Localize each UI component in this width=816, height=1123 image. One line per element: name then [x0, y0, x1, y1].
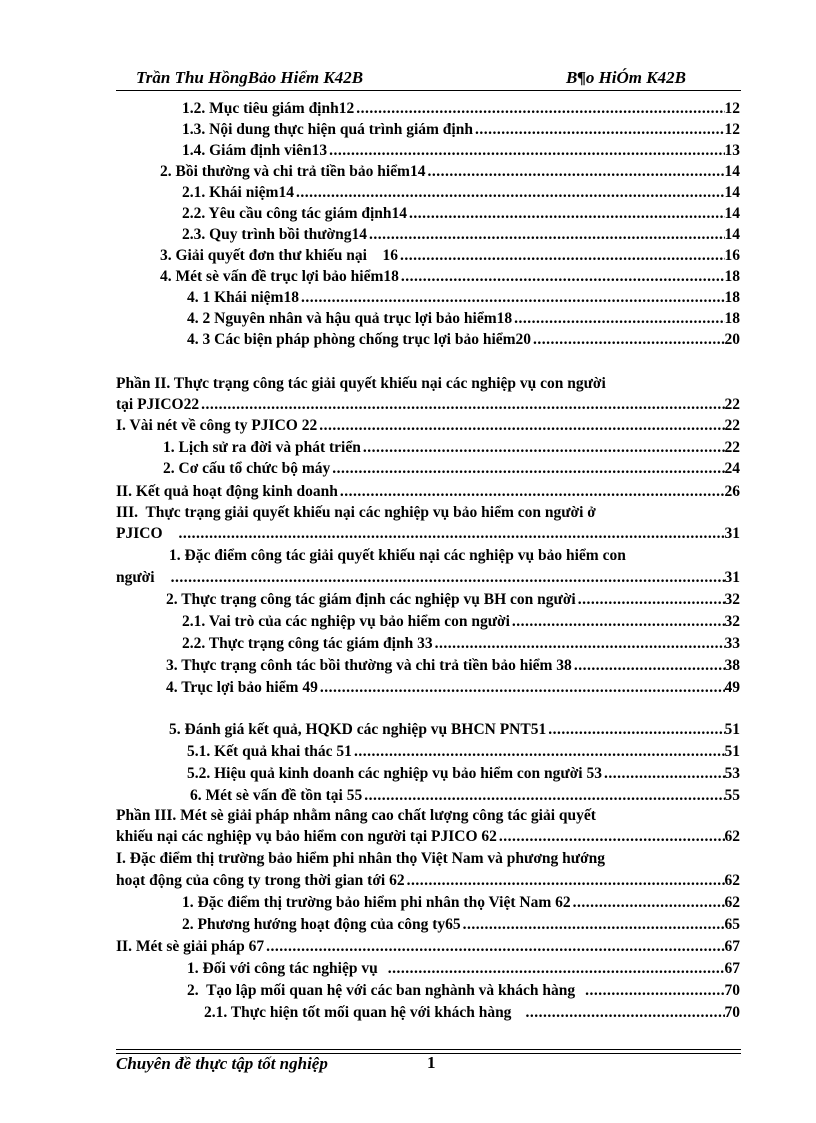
toc-entry-text: tại PJICO22	[116, 396, 200, 413]
toc-entry-page: 51	[724, 721, 740, 738]
toc-entry	[116, 826, 740, 847]
toc-entry-page: 12	[724, 121, 740, 138]
toc-entry-text: 4. 1 Khái niệm18	[187, 289, 299, 306]
toc-entry	[204, 1002, 740, 1023]
toc-entry	[182, 98, 740, 119]
toc-entry	[116, 481, 740, 502]
toc-entry-text: 2. Cơ cấu tổ chức bộ máy	[163, 460, 331, 477]
toc-entry-page: 67	[724, 960, 740, 977]
toc-entry	[187, 329, 740, 350]
toc-entry-text: 2. Phương hướng hoạt động của công ty65	[182, 916, 461, 933]
toc-entry-text: 2. Thực trạng công tác giám định các nghiệp vụ BH con người	[166, 591, 576, 608]
toc-entry-text: 2.2. Yêu cầu công tác giám định14	[182, 205, 408, 222]
toc-entry-page: 65	[724, 916, 740, 933]
toc-entry-text: 5.2. Hiệu quả kinh doanh các nghiệp vụ bảo hiểm con người 53	[187, 765, 602, 782]
toc-entry-text: 1.2. Mục tiêu giám định12	[182, 100, 355, 117]
toc-entry-page: 70	[724, 1004, 740, 1021]
toc-entry-text: 2.1. Vai trò của các nghiệp vụ bảo hiểm con người	[182, 613, 510, 630]
toc-entry-page: 20	[724, 331, 740, 348]
toc-entry-text: 4. 2 Nguyên nhân và hậu quả trục lợi bảo hiểm18	[187, 310, 513, 327]
toc-entry-text: 4. Mét sè vấn đề trục lợi bảo hiểm18	[160, 268, 399, 285]
toc-heading: III. Thực trạng giải quyết khiếu nại các nghiệp vụ bảo hiểm con người ở	[116, 504, 596, 521]
toc-entry-page: 62	[724, 872, 740, 889]
toc-entry-page: 13	[724, 142, 740, 159]
toc-entry-text: hoạt động của công ty trong thời gian tới 62	[116, 872, 405, 889]
toc-entry	[160, 266, 740, 287]
toc-entry	[166, 655, 740, 676]
toc-entry-page: 31	[724, 525, 740, 542]
toc-entry	[182, 914, 740, 935]
toc-entry	[166, 589, 740, 610]
toc-entry-text: I. Vài nét về công ty PJICO 22	[116, 417, 318, 434]
toc-heading: Phần III. Mét sè giải pháp nhằm nâng cao chất lượng công tác giải quyết	[116, 807, 596, 824]
toc-entry	[182, 140, 740, 161]
toc-entry	[182, 633, 740, 654]
header-left-text: Trần Thu HồngBảo Hiểm K42B	[136, 68, 364, 87]
toc-entry-text: người	[116, 569, 155, 586]
toc-entry	[182, 182, 740, 203]
toc-entry	[187, 308, 740, 329]
toc-entry	[187, 741, 740, 762]
toc-entry-page: 14	[724, 205, 740, 222]
toc-entry-page: 18	[724, 310, 740, 327]
toc-entry-text: 2.1. Khái niệm14	[182, 184, 294, 201]
toc-entry-page: 14	[724, 184, 740, 201]
toc-entry-page: 32	[724, 613, 740, 630]
toc-entry-text: 4. Trục lợi bảo hiểm 49	[166, 679, 318, 696]
toc-entry	[182, 611, 740, 632]
toc-entry-page: 12	[724, 100, 740, 117]
toc-entry-page: 22	[724, 396, 740, 413]
toc-entry-text: 2.3. Quy trình bồi thường14	[182, 226, 367, 243]
toc-entry-text: II. Mét sè giải pháp 67	[116, 938, 265, 955]
page-header	[116, 68, 741, 91]
toc-entry-text: 3. Thực trạng cônh tác bồi thường và chi trả tiền bảo hiểm 38	[166, 657, 572, 674]
toc-entry-text: 1. Đối với công tác nghiệp vụ	[187, 960, 378, 977]
toc-entry-page: 22	[724, 439, 740, 456]
toc-entry	[160, 161, 740, 182]
toc-entry-page: 67	[724, 938, 740, 955]
toc-entry-text: 2. Tạo lập mối quan hệ với các ban nghành và khách hàng	[187, 982, 576, 999]
toc-entry	[182, 224, 740, 245]
toc-entry-page: 31	[724, 569, 740, 586]
toc-entry-page: 62	[724, 894, 740, 911]
toc-entry	[187, 980, 740, 1001]
toc-entry-page: 70	[724, 982, 740, 999]
toc-entry-text: 1. Đặc điểm thị trường bảo hiểm phi nhân thọ Việt Nam 62	[182, 894, 571, 911]
toc-entry-page: 53	[724, 765, 740, 782]
toc-entry-page: 32	[724, 591, 740, 608]
toc-entry	[166, 677, 740, 698]
toc-entry-text: 2. Bồi thường và chi trả tiền bảo hiểm14	[160, 163, 426, 180]
toc-entry-text: 3. Giải quyết đơn thư khiếu nại 16	[160, 247, 398, 264]
toc-entry-page: 38	[724, 657, 740, 674]
toc-entry	[187, 287, 740, 308]
toc-entry	[190, 785, 740, 806]
toc-entry-text: khiếu nại các nghiệp vụ bảo hiểm con người tại PJICO 62	[116, 828, 497, 845]
toc-entry	[116, 936, 740, 957]
toc-entry	[187, 958, 740, 979]
toc-entry-text: 4. 3 Các biện pháp phòng chống trục lợi bảo hiểm20	[187, 331, 532, 348]
footer-title: Chuyên đề thực tập tốt nghiệp	[116, 1054, 328, 1073]
toc-entry-text: 1.4. Giám định viên13	[182, 142, 328, 159]
toc-entry	[116, 870, 740, 891]
toc-entry-text: 5.1. Kết quả khai thác 51	[187, 743, 352, 760]
toc-entry-text: 2.2. Thực trạng công tác giám định 33	[182, 635, 433, 652]
toc-entry-page: 18	[724, 289, 740, 306]
toc-entry	[116, 415, 740, 436]
toc-entry	[116, 523, 740, 544]
toc-entry-text: 1. Lịch sử ra đời và phát triển	[163, 439, 361, 456]
page-number: 1	[427, 1053, 436, 1072]
toc-entry-text: 6. Mét sè vấn đề tồn tại 55	[190, 787, 363, 804]
toc-entry-page: 22	[724, 417, 740, 434]
toc-entry	[116, 567, 740, 588]
toc-entry-page: 49	[724, 679, 740, 696]
toc-entry-text: II. Kết quả hoạt động kinh doanh	[116, 483, 338, 500]
toc-heading: 1. Đặc điểm công tác giải quyết khiếu nại các nghiệp vụ bảo hiểm con	[169, 547, 626, 564]
toc-entry	[182, 892, 740, 913]
toc-entry-text: 5. Đánh giá kết quả, HQKD các nghiệp vụ BHCN PNT51	[169, 721, 547, 738]
toc-entry-text: PJICO	[116, 525, 163, 542]
toc-entry	[160, 245, 740, 266]
toc-entry-page: 26	[724, 483, 740, 500]
header-right-text: B¶o HiÓm K42B	[566, 68, 686, 87]
toc-entry-page: 62	[724, 828, 740, 845]
toc-entry-page: 14	[724, 226, 740, 243]
toc-entry	[187, 763, 740, 784]
toc-entry	[116, 394, 740, 415]
toc-entry-page: 14	[724, 163, 740, 180]
toc-entry	[163, 437, 740, 458]
toc-entry-page: 16	[724, 247, 740, 264]
toc-entry	[163, 458, 740, 479]
toc-entry-text: 2.1. Thực hiện tốt mối quan hệ với khách hàng	[204, 1004, 512, 1021]
toc-entry	[169, 719, 740, 740]
toc-entry	[182, 203, 740, 224]
toc-entry-page: 55	[724, 787, 740, 804]
toc-heading: I. Đặc điểm thị trường bảo hiểm phi nhân thọ Việt Nam và phương hướng	[116, 850, 606, 867]
toc-entry	[182, 119, 740, 140]
toc-entry-page: 18	[724, 268, 740, 285]
footer-divider	[116, 1049, 741, 1050]
toc-entry-page: 24	[724, 460, 740, 477]
toc-entry-page: 33	[724, 635, 740, 652]
toc-entry-page: 51	[724, 743, 740, 760]
toc-entry-text: 1.3. Nội dung thực hiện quá trình giám định	[182, 121, 473, 138]
toc-heading: Phần II. Thực trạng công tác giải quyết khiếu nại các nghiệp vụ con người	[116, 375, 606, 392]
